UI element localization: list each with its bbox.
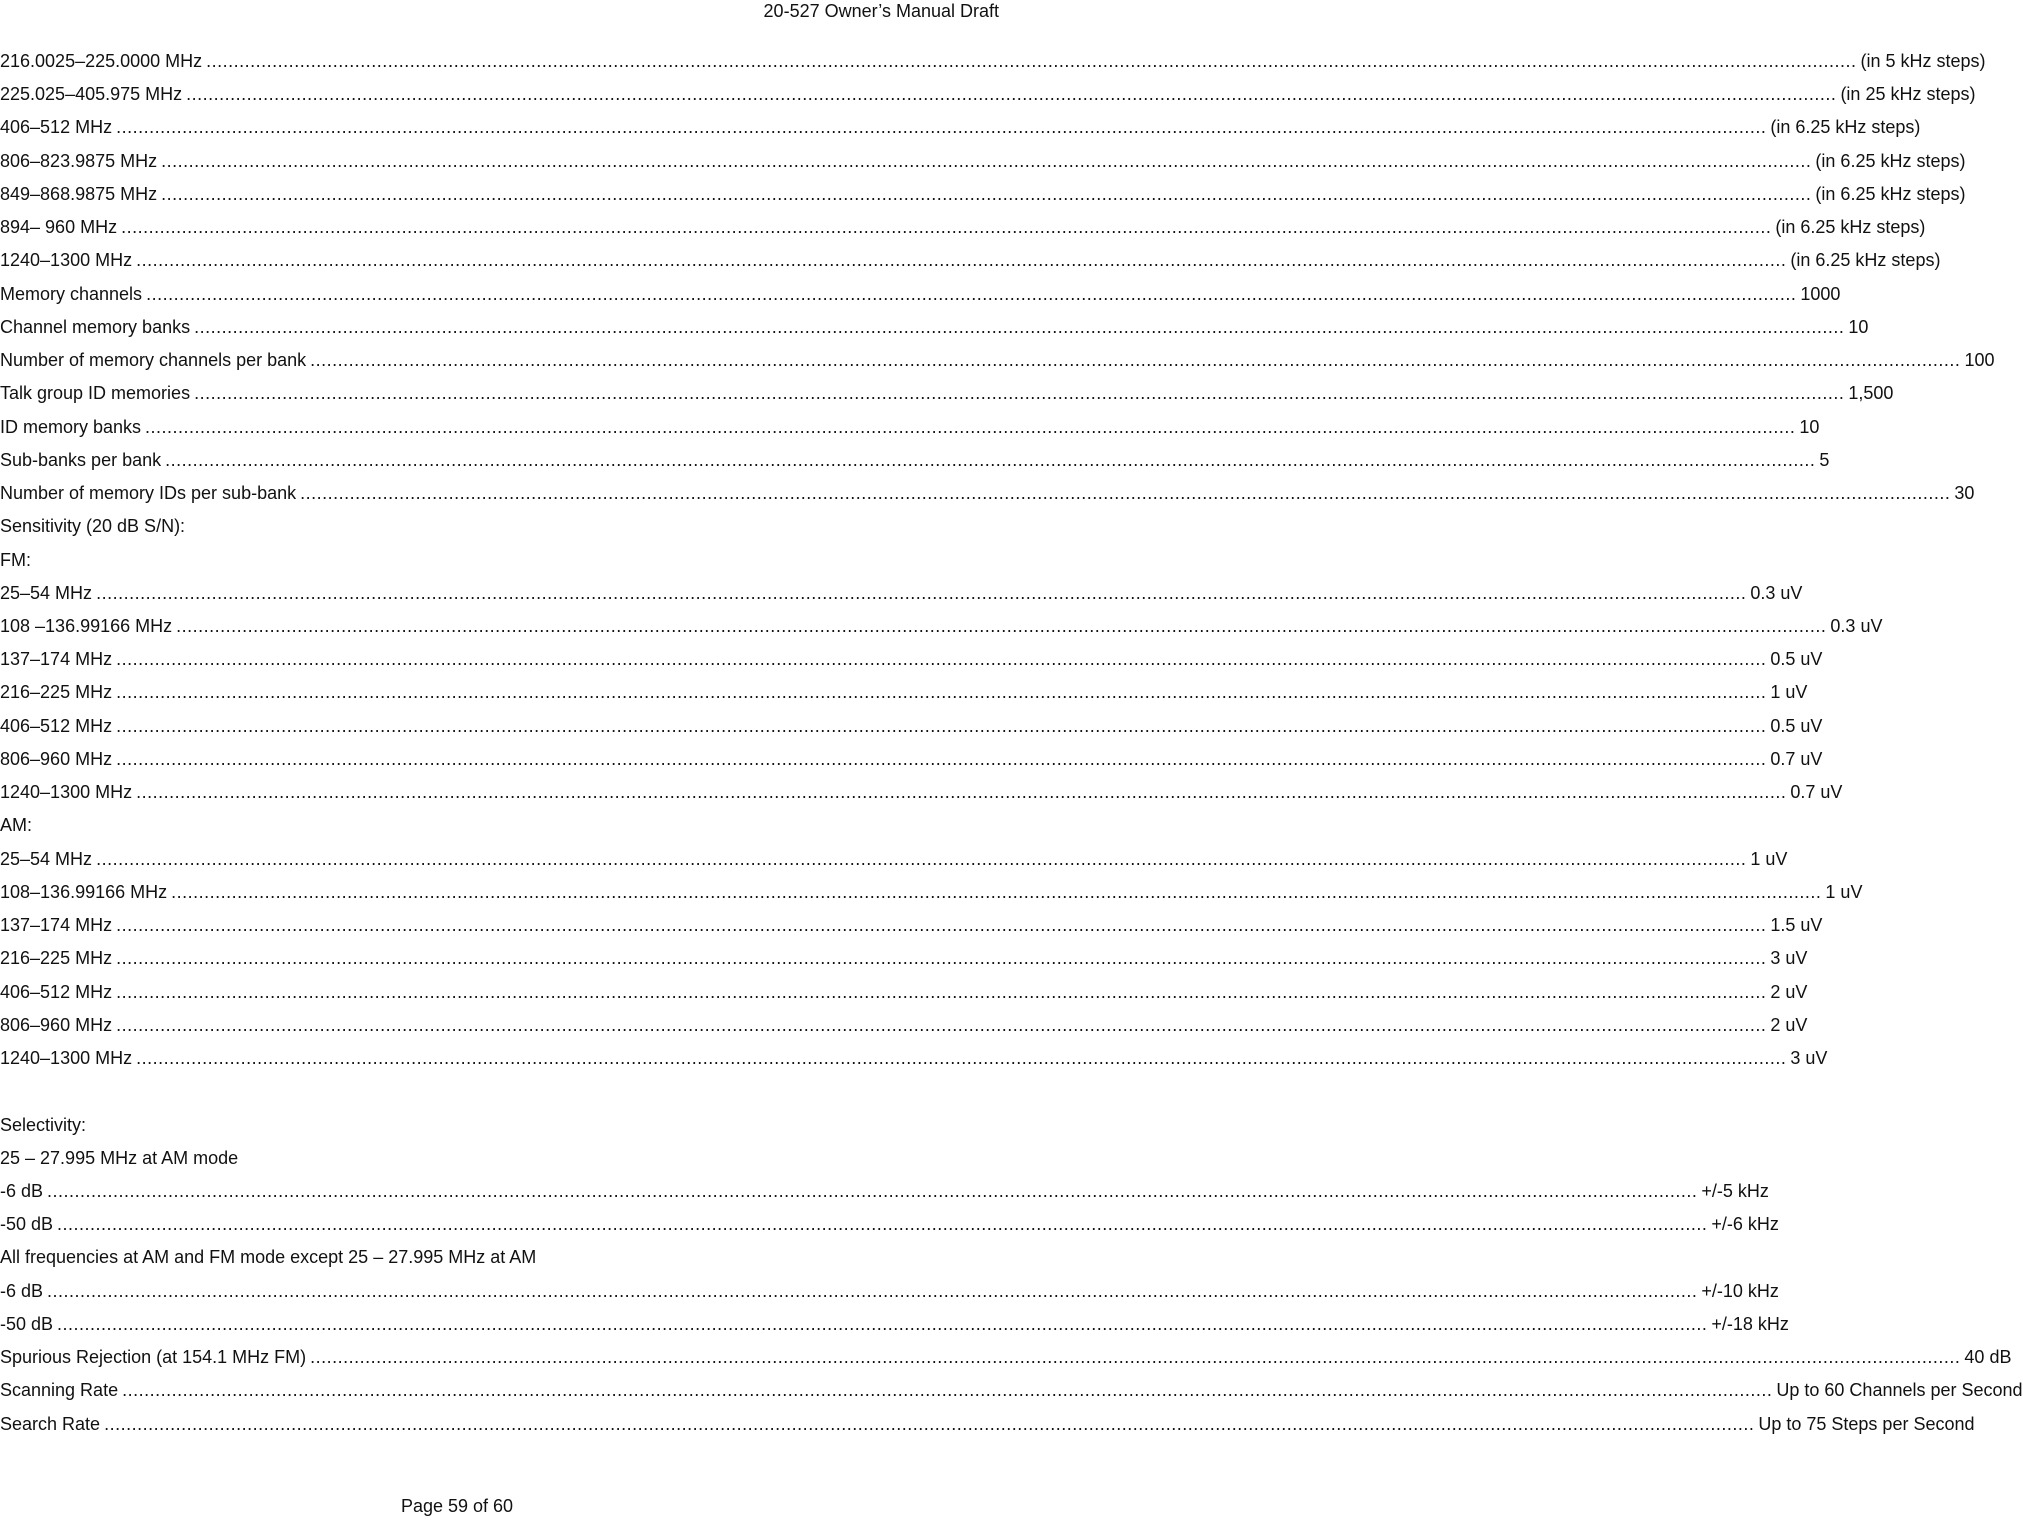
spec-value: 1 uV [1750,848,1788,869]
spec-value: +/-5 kHz [1701,1180,1769,1201]
spec-line [0,244,1941,277]
dot-leader: ............................................................................................................................................................................................................................................................................................................ [116,948,1767,969]
spec-value: (in 25 kHz steps) [1840,84,1976,105]
spec-line [0,577,1803,610]
dot-leader: ............................................................................................................................................................................................................................................................................................................ [300,483,1951,504]
spec-label: Talk group ID memories [0,383,191,404]
spec-value: (in 5 kHz steps) [1860,51,1986,71]
dot-leader: ............................................................................................................................................................................................................................................................................................................ [136,782,1787,803]
spec-line [0,544,882,577]
spec-label: All frequencies at AM and FM mode except 25 – 27.995 MHz at AM [0,1247,537,1268]
spec-value: +/-18 kHz [1711,1313,1789,1334]
spec-label: 406–512 MHz [0,117,113,138]
dot-leader: ............................................................................................................................................................................................................................................................................................................ [57,1313,1708,1334]
dot-leader: ............................................................................................................................................................................................................................................................................................................ [161,150,1812,171]
document-header: 20-527 Owner’s Manual Draft [763,1,999,21]
spec-value: +/-10 kHz [1701,1280,1779,1301]
spec-value: 1,500 [1848,383,1894,404]
spec-value: 100 [1964,350,1995,371]
spec-label: 806–960 MHz [0,748,113,769]
spec-line [0,1175,1769,1208]
spec-line [0,78,1976,111]
spec-value: 3 uV [1770,948,1808,969]
spec-label: Sub-banks per bank [0,449,162,470]
spec-value: 0.5 uV [1770,715,1823,736]
spec-label: 25 – 27.995 MHz at AM mode [0,1147,239,1168]
spec-line [0,1275,1779,1308]
spec-label: 1240–1300 MHz [0,782,133,803]
spec-line [0,1374,2023,1407]
spec-value: (in 6.25 kHz steps) [1790,250,1941,271]
blank-line [0,1075,882,1108]
spec-line [0,444,1830,477]
spec-value: 1 uV [1770,682,1808,703]
spec-line [0,477,1975,510]
spec-line [0,145,1966,178]
spec-label: FM: [0,549,31,570]
dot-leader: ............................................................................................................................................................................................................................................................................................................ [176,615,1827,636]
spec-line [0,1308,1789,1341]
spec-line [0,311,1869,344]
spec-label: Number of memory channels per bank [0,350,307,371]
spec-value: 10 [1848,316,1869,337]
dot-leader: ............................................................................................................................................................................................................................................................................................................ [116,117,1767,138]
dot-leader: ............................................................................................................................................................................................................................................................................................................ [116,1014,1767,1035]
dot-leader: ............................................................................................................................................................................................................................................................................................................ [310,350,1961,371]
spec-line [0,45,1986,78]
dot-leader: ............................................................................................................................................................................................................................................................................................................ [47,1180,1698,1201]
dot-leader: ............................................................................................................................................................................................................................................................................................................ [116,682,1767,703]
spec-value: Up to 75 Steps per Second [1758,1413,1975,1434]
spec-label: 1240–1300 MHz [0,1048,133,1069]
spec-line [0,942,1808,975]
dot-leader: ............................................................................................................................................................................................................................................................................................................ [116,748,1767,769]
spec-label: -6 dB [0,1180,44,1201]
dot-leader: ............................................................................................................................................................................................................................................................................................................ [116,981,1767,1002]
spec-value: 0.7 uV [1790,782,1843,803]
spec-label: 137–174 MHz [0,915,113,936]
spec-value: 1000 [1800,283,1841,304]
spec-line [0,843,1788,876]
spec-label: -6 dB [0,1280,44,1301]
spec-line [0,510,882,543]
spec-label: -50 dB [0,1214,54,1235]
spec-line [0,643,1823,676]
spec-label: 806–960 MHz [0,1014,113,1035]
dot-leader: ............................................................................................................................................................................................................................................................................................................ [57,1214,1708,1235]
spec-value: 30 [1954,483,1975,504]
spec-line [0,1142,882,1175]
spec-line [0,1408,1975,1441]
spec-value: 0.3 uV [1750,582,1803,603]
spec-line [0,1208,1779,1241]
dot-leader: ............................................................................................................................................................................................................................................................................................................ [194,316,1845,337]
dot-leader: ............................................................................................................................................................................................................................................................................................................ [104,1413,1755,1434]
dot-leader: ............................................................................................................................................................................................................................................................................................................ [145,416,1796,437]
spec-line [0,809,882,842]
spec-line [0,411,1820,444]
spec-label: -50 dB [0,1313,54,1334]
spec-value: 0.7 uV [1770,748,1823,769]
dot-leader: ............................................................................................................................................................................................................................................................................................................ [171,881,1822,902]
dot-leader: ............................................................................................................................................................................................................................................................................................................ [206,51,1857,71]
spec-value: 2 uV [1770,1014,1808,1035]
spec-line [0,610,1883,643]
spec-value: (in 6.25 kHz steps) [1815,150,1966,171]
spec-label: 806–823.9875 MHz [0,150,158,171]
spec-line [0,1241,882,1274]
spec-label: Selectivity: [0,1114,87,1135]
spec-label: 108–136.99166 MHz [0,881,168,902]
spec-label: 1240–1300 MHz [0,250,133,271]
dot-leader: ............................................................................................................................................................................................................................................................................................................ [96,582,1747,603]
spec-label: 216.0025–225.0000 MHz [0,51,203,71]
spec-value: 3 uV [1790,1048,1828,1069]
spec-label: 25–54 MHz [0,582,93,603]
spec-label: 406–512 MHz [0,715,113,736]
spec-line [0,377,1894,410]
dot-leader: ............................................................................................................................................................................................................................................................................................................ [136,1048,1787,1069]
spec-value: 10 [1799,416,1820,437]
spec-value: (in 6.25 kHz steps) [1815,183,1966,204]
spec-label: Scanning Rate [0,1380,119,1401]
dot-leader: ............................................................................................................................................................................................................................................................................................................ [161,183,1812,204]
spec-line [0,876,1863,909]
spec-line [0,743,1823,776]
dot-leader: ............................................................................................................................................................................................................................................................................................................ [116,715,1767,736]
dot-leader: ............................................................................................................................................................................................................................................................................................................ [136,250,1787,271]
spec-line [0,1109,882,1142]
spec-line [0,344,1995,377]
spec-line [0,776,1843,809]
page-number: Page 59 of 60 [400,1496,514,1516]
spec-list [0,45,2023,1441]
dot-leader: ............................................................................................................................................................................................................................................................................................................ [122,1380,1773,1401]
dot-leader: ............................................................................................................................................................................................................................................................................................................ [146,283,1797,304]
spec-label: Number of memory IDs per sub-bank [0,483,297,504]
spec-line [0,710,1823,743]
dot-leader: ............................................................................................................................................................................................................................................................................................................ [96,848,1747,869]
spec-value: 0.5 uV [1770,649,1823,670]
spec-line [0,1341,2012,1374]
spec-line [0,278,1841,311]
spec-value: 5 [1819,449,1830,470]
dot-leader: ............................................................................................................................................................................................................................................................................................................ [116,649,1767,670]
dot-leader: ............................................................................................................................................................................................................................................................................................................ [186,84,1837,105]
spec-value: (in 6.25 kHz steps) [1770,117,1921,138]
spec-label: 108 –136.99166 MHz [0,615,173,636]
spec-value: 1 uV [1825,881,1863,902]
spec-line [0,111,1921,144]
spec-label: 225.025–405.975 MHz [0,84,183,105]
spec-value: +/-6 kHz [1711,1214,1779,1235]
spec-label: 849–868.9875 MHz [0,183,158,204]
spec-label: Search Rate [0,1413,101,1434]
dot-leader: ............................................................................................................................................................................................................................................................................................................ [47,1280,1698,1301]
spec-value: 0.3 uV [1830,615,1883,636]
spec-value: 40 dB [1964,1347,2012,1368]
spec-line [0,1009,1808,1042]
spec-value: (in 6.25 kHz steps) [1775,217,1926,238]
spec-line [0,178,1966,211]
dot-leader: ............................................................................................................................................................................................................................................................................................................ [116,915,1767,936]
spec-line [0,976,1808,1009]
spec-value: 2 uV [1770,981,1808,1002]
spec-label: 137–174 MHz [0,649,113,670]
spec-label: Channel memory banks [0,316,191,337]
spec-value: 1.5 uV [1770,915,1823,936]
spec-label: ID memory banks [0,416,142,437]
dot-leader: ............................................................................................................................................................................................................................................................................................................ [310,1347,1961,1368]
spec-line [0,211,1926,244]
spec-label: Memory channels [0,283,143,304]
spec-line [0,909,1823,942]
spec-label: 894– 960 MHz [0,217,118,238]
spec-value: Up to 60 Channels per Second [1776,1380,2023,1401]
spec-label: Sensitivity (20 dB S/N): [0,516,186,537]
spec-line [0,676,1808,709]
dot-leader: ............................................................................................................................................................................................................................................................................................................ [165,449,1816,470]
dot-leader: ............................................................................................................................................................................................................................................................................................................ [194,383,1845,404]
spec-label: 216–225 MHz [0,682,113,703]
spec-label: AM: [0,815,33,836]
spec-label: 216–225 MHz [0,948,113,969]
spec-label: Spurious Rejection (at 154.1 MHz FM) [0,1347,307,1368]
spec-label: 406–512 MHz [0,981,113,1002]
dot-leader: ............................................................................................................................................................................................................................................................................................................ [121,217,1772,238]
spec-label: 25–54 MHz [0,848,93,869]
spec-line [0,1042,1828,1075]
